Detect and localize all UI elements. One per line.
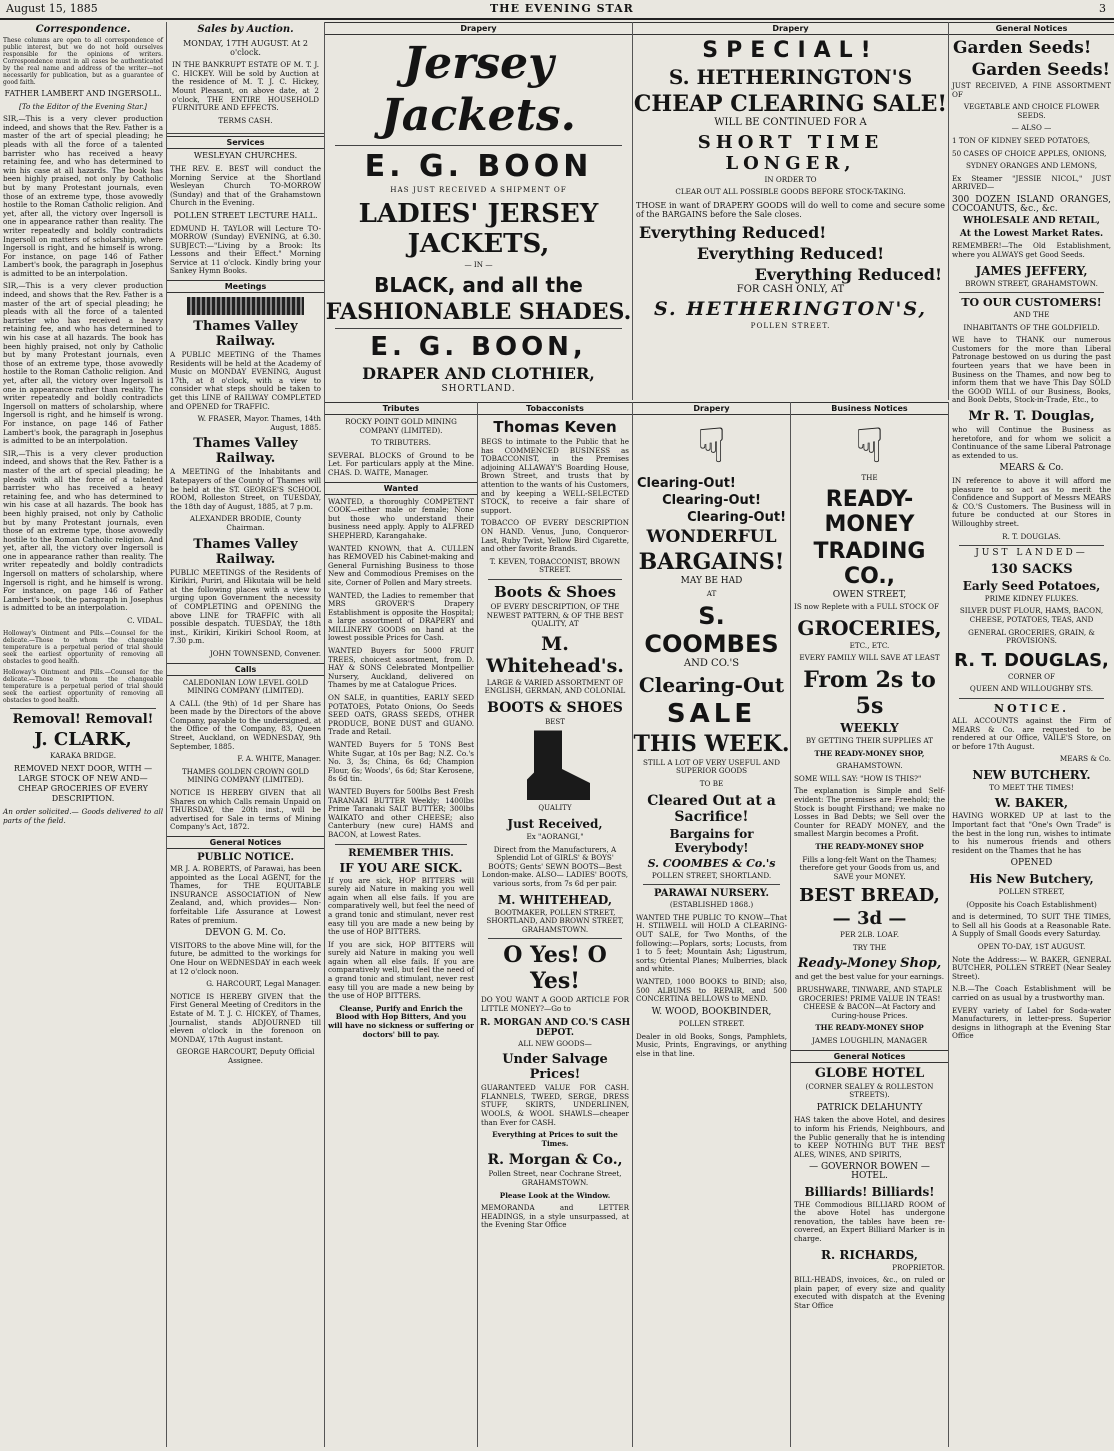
column-general-notices bbox=[949, 22, 1114, 1447]
pollen-street: POLLEN STREET. bbox=[750, 321, 831, 331]
opened: OPENED bbox=[1010, 858, 1053, 869]
baker-note: Note the Address:— W. BAKER, GENERAL BUTCHER, POLLEN STREET (Near Sealey Street). bbox=[952, 954, 1111, 981]
ready-money: READY-MONEY bbox=[824, 486, 915, 537]
services-heading: Services bbox=[167, 136, 324, 149]
creditors-notice: NOTICE IS HEREBY GIVEN that the First General Meeting of Creditors in the Estate of M. T. J. C. HICKEY, of Thames, Journalist, stands ADJOURNED till eleven o'clock in the forenoon on MONDAY, 17th August instant. bbox=[170, 991, 321, 1044]
railway2-title: Thames Valley Railway. bbox=[193, 436, 298, 467]
short-time: SHORT TIME LONGER, bbox=[697, 131, 884, 174]
whitehead-name: M. Whitehead's. bbox=[486, 632, 624, 677]
wesleyan-body: THE REV. E. BEST will conduct the Morning Service at the Shortland Wesleyan Church TO-MORROW (Sunday) and that of the Grahamstown Church in the Evening. bbox=[170, 163, 321, 208]
calls-body: A CALL (the 9th) of 1d per Share has been made by the Directors of the above Company, payable to the undersigned, at the Office of the Company, 83, Queen Street, Auckland, on WEDNESDAY, 9th September, 1885. bbox=[170, 698, 321, 751]
m-whitehead: M. WHITEHEAD, bbox=[497, 892, 613, 907]
to-customers: TO OUR CUSTOMERS! bbox=[961, 296, 1102, 310]
weekly-label: WEEKLY bbox=[840, 720, 899, 735]
devon-sign: G. HARCOURT, Legal Manager. bbox=[206, 979, 321, 989]
billheads: BILL-HEADS, invoices, &c., on ruled or plain paper, of every size and quality executed with dispatch at the Evening Star Office bbox=[794, 1275, 945, 1310]
letter-to: [To the Editor of the Evening Star.] bbox=[19, 101, 147, 111]
golden-crown-body: NOTICE IS HEREBY GIVEN that all Shares on which Calls remain Unpaid on THURSDAY, the 20th inst., will be advertised for Sale in terms of Mining Company's Act, 1872. bbox=[170, 788, 321, 832]
new-butchery: NEW BUTCHERY. bbox=[972, 767, 1091, 782]
richards: R. RICHARDS, bbox=[821, 1247, 918, 1262]
letter-signature: C. VIDAL. bbox=[127, 616, 163, 626]
removal-heading: Removal! Removal! bbox=[12, 711, 154, 727]
clearing-3: Clearing-Out! bbox=[687, 510, 786, 525]
jersey-headline: Jersey Jackets. bbox=[380, 38, 576, 141]
column-auctions bbox=[167, 22, 325, 1447]
rm-shop: Ready-Money Shop, bbox=[797, 956, 942, 972]
best-value: and get the best value for your earnings. bbox=[795, 972, 944, 982]
clark-foot: An order solicited.— Goods delivered to all parts of the field. bbox=[3, 807, 163, 825]
best-bread: BEST BREAD, bbox=[799, 885, 940, 907]
notice-heading: NOTICE. bbox=[994, 701, 1069, 715]
railway2-sign: ALEXANDER BRODIE, County Chairman. bbox=[189, 514, 302, 532]
letter-body-cont: SIR,—This is a very clever production indeed, and shows that the Rev. Father is a master of the art of special pleading; he pleads with all the force of a talented barrister who has received a heavy retaining fee, and who has determined to win his case at all hazards. The book has been highly praised, not only by Catholic but by many Protestant journals, even those of an extreme type, those avowedly hostile to the Roman Catholic religion. And yet, after all, the victory over Ingersoll is one in appearance rather than reality. The writer repeatedly and boldly contradicts Ingersoll on matters of scholarship, where Ingersoll is right, and he himself is wrong. For instance, on page 146 of Father Lambert's book, the paragraph in Josephus is admitted to be an interpolation. bbox=[3, 281, 163, 446]
morgan-address: Pollen Street, near Cochrane Street, GRAHAMSTOWN. bbox=[488, 1169, 622, 1187]
reduced-2: Everything Reduced! bbox=[696, 243, 885, 263]
etc-label: ETC., ETC. bbox=[849, 640, 890, 650]
new-goods: ALL NEW GOODS— bbox=[518, 1038, 592, 1048]
may-be-had: MAY BE HAD bbox=[680, 576, 743, 586]
just-received: Just Received, bbox=[507, 817, 603, 832]
garden-seeds-1: Garden Seeds! bbox=[953, 38, 1092, 58]
bootmaker-address: BOOTMAKER, POLLEN STREET, SHORTLAND, AND BROWN STREET, GRAHAMSTOWN. bbox=[486, 907, 624, 934]
under-salvage: Under Salvage Prices! bbox=[502, 1052, 608, 1083]
pollen-hall-body: EDMUND H. TAYLOR will Lecture TO-MORROW (Sunday) EVENING, at 6.30. SUBJECT:—"Living by a Brook: Its Lessons and their Effect." Morning Service at 11 o'clock. Kindly bring your Sankey Hymn Books. bbox=[170, 223, 321, 276]
calls-title: CALEDONIAN LOW LEVEL GOLD MINING COMPANY (LIMITED). bbox=[182, 677, 309, 696]
shop-label: THE READY-MONEY SHOP, bbox=[814, 748, 925, 758]
clearing-sale: CHEAP CLEARING SALE! bbox=[633, 91, 948, 117]
wanted-cullen: WANTED KNOWN, that A. CULLEN has REMOVED his Cabinet-making and General Furnishing Business to those New and Commodious Premises on the site, Corner of Pollen and Mary streets. bbox=[328, 543, 474, 587]
wood-foot: Dealer in old Books, Songs, Pamphlets, Music, Prints, Engravings, or anything else in that line. bbox=[636, 1031, 787, 1059]
hop-bitters-body: If you are sick, HOP BITTERS will surely aid Nature in making you well again when all else fails. If you are comparatively well, but feel the need of a grand tonic and stimulant, never rest easy till you are made a new being by the use of HOP BITTERS. bbox=[328, 875, 474, 937]
fifty-cases: 50 CASES OF CHOICE APPLES, ONIONS, bbox=[952, 148, 1107, 158]
everything-prices: Everything at Prices to suit the Times. bbox=[492, 1130, 618, 1148]
column-correspondence bbox=[0, 22, 167, 1447]
hetherington-sign: S. HETHERINGTON'S, bbox=[653, 298, 928, 321]
clearing-out: Clearing-Out bbox=[638, 672, 785, 697]
trading-co: TRADING CO., bbox=[813, 538, 926, 589]
railway3-body: PUBLIC MEETINGS of the Residents of Kirikiri, Puriri, and Hikutaia will be held at the following places with a view to urging upon Government the necessity of COMPLETING and OPENING the above LINE for TRAFFIC with all possible despatch. TUESDAY, the 18th inst., Kirikiri, Kirikiri School Room, at 7.30 p.m. bbox=[170, 567, 321, 646]
wanted-cook: WANTED, a thoroughly COMPETENT COOK—either male or female; None but those who understand their business need apply. Apply to ALFRED SHEPHERD, Karangahake. bbox=[328, 496, 474, 540]
memoranda: MEMORANDA and LETTER HEADINGS, in a style unsurpassed, at the Evening Star Office bbox=[481, 1203, 629, 1230]
some-say: SOME WILL SAY: "HOW IS THIS?" bbox=[794, 773, 922, 783]
look-window: Please Look at the Window. bbox=[499, 1190, 611, 1200]
boots-heading: Boots & Shoes bbox=[494, 582, 616, 601]
general-groceries: GENERAL GROCERIES, GRAIN, & PROVISIONS. bbox=[968, 627, 1095, 646]
this-week: THIS WEEK. bbox=[633, 730, 790, 757]
queen-street: QUEEN AND WILLOUGHBY STS. bbox=[969, 684, 1094, 694]
hop-bitters-foot: Cleanse, Purify and Enrich the Blood with Hop Bitters, And you will have no sickness or suffering or doctors' bill to pay. bbox=[328, 1003, 474, 1039]
general-heading-2: General Notices bbox=[791, 1050, 948, 1063]
black-label: BLACK, and all the bbox=[374, 273, 583, 298]
keven-stock: TOBACCO OF EVERY DESCRIPTION ON HAND. Venus, Juno, Conqueror-Last, Ruby Twist, Yellow Bird Cigarette, and other favorite Brands. bbox=[481, 518, 629, 554]
masthead bbox=[0, 0, 1114, 20]
wonderful: WONDERFUL bbox=[646, 527, 777, 547]
rt-douglas: R. T. DOUGLAS, bbox=[954, 649, 1109, 671]
owen-street: OWEN STREET, bbox=[832, 589, 907, 600]
oyes-heading: O Yes! O Yes! bbox=[503, 942, 607, 995]
mears-sign: MEARS & Co. bbox=[999, 463, 1064, 474]
correspondence-notice: These columns are open to all correspondence of public interest, but we do not hold ourselves responsible for the opinions of writers. Correspondence must in all cases be authenticated by the real name and address of the writer—not necessarily for publication, but as a guarantee of good faith. bbox=[3, 37, 163, 86]
public-notice-title: PUBLIC NOTICE. bbox=[197, 852, 294, 863]
grahamstown-label: GRAHAMSTOWN. bbox=[836, 761, 903, 771]
wholesale: WHOLESALE AND RETAIL, bbox=[963, 216, 1100, 227]
general-heading: General Notices bbox=[167, 836, 324, 849]
clear-label: CLEAR OUT ALL POSSIBLE GOODS BEFORE STOCK-TAKING. bbox=[675, 187, 906, 197]
kidney-flukes: PRIME KIDNEY FLUKES. bbox=[984, 593, 1079, 603]
reduced-3: Everything Reduced! bbox=[754, 264, 942, 284]
clark-body: REMOVED NEXT DOOR, WITH —LARGE STOCK OF NEW AND— CHEAP GROCERIES OF EVERY DESCRIPTION. bbox=[13, 764, 153, 804]
column-tobacconists-boots bbox=[478, 402, 633, 1447]
boots-sub: OF EVERY DESCRIPTION, OF THE NEWEST PATTERN, & OF THE BEST QUALITY, AT bbox=[486, 601, 624, 629]
holloway-notice-cont: Holloway's Ointment and Pills.—Counsel for the delicate.—Those to whom the changeable temperature is a perpetual period of trial should seek the earliest opportunity of removing all obstacles to good health. bbox=[3, 668, 163, 704]
still-label: STILL A LOT OF VERY USEFUL AND SUPERIOR GOODS bbox=[642, 757, 780, 776]
holloway-notice: Holloway's Ointment and Pills.—Counsel for the delicate.—Those to whom the changeable temperature is a perpetual period of trial should seek the earliest opportunity of removing all obstacles to good health. bbox=[3, 629, 163, 665]
in-label: — IN — bbox=[464, 259, 493, 269]
hetherington-name: S. HETHERINGTON'S bbox=[668, 65, 913, 89]
golden-crown-title: THAMES GOLDEN CROWN GOLD MINING COMPANY (LIMITED). bbox=[182, 766, 309, 785]
kidney-potatoes: 1 TON OF KIDNEY SEED POTATOES, bbox=[952, 135, 1091, 145]
and-the: AND THE bbox=[1013, 310, 1050, 320]
to-be: TO BE bbox=[699, 778, 724, 788]
island-oranges: 300 DOZEN ISLAND ORANGES, COCOANUTS, &c., &c. bbox=[952, 194, 1111, 214]
boot-illustration bbox=[520, 730, 590, 800]
order-label: IN ORDER TO bbox=[764, 174, 817, 184]
reduced-1: Everything Reduced! bbox=[639, 222, 827, 242]
oyes-body: DO YOU WANT A GOOD ARTICLE FOR LITTLE MONEY?—Go to bbox=[481, 995, 629, 1013]
brushware: BRUSHWARE, TINWARE, AND STAPLE GROCERIES! PRIME VALUE IN TEAS! CHEESE & BACON—At Factory and Curing-house Prices. bbox=[796, 985, 943, 1020]
creditors-sign: GEORGE HARCOURT, Deputy Official Assignee. bbox=[176, 1047, 315, 1065]
delahunty: PATRICK DELAHUNTY bbox=[816, 1102, 923, 1113]
best-label: BEST bbox=[545, 717, 565, 726]
boon-received: HAS JUST RECEIVED A SHIPMENT OF bbox=[390, 185, 567, 194]
remember-label: REMEMBER!—The Old Establishment, where you ALWAYS get Good Seeds. bbox=[952, 241, 1111, 259]
paper-title: THE EVENING STAR bbox=[490, 2, 634, 15]
at-label: AT bbox=[706, 588, 717, 598]
tributes-heading: Tributes bbox=[325, 402, 477, 415]
globe-corner: (CORNER SEALEY & ROLLESTON STREETS). bbox=[805, 1081, 934, 1100]
wanted-butter: WANTED Buyers for 500lbs Best Fresh TARANAKI BUTTER Weekly; 1400lbs Prime Taranaki SALT BUTTER; 300lbs WAIKATO and other CHEESE; also Canterbury (new cure) HAMS and BACON, at Lowest Rates. bbox=[328, 786, 474, 839]
douglas-name: Mr R. T. Douglas, bbox=[968, 409, 1095, 425]
from-label: From 2s to 5s bbox=[803, 666, 936, 719]
clearing-2: Clearing-Out! bbox=[662, 493, 761, 508]
baker-supply: and is determined, TO SUIT THE TIMES, to Sell all his Goods at a Reasonable Rate. A Supply of Small Goods every Saturday. bbox=[952, 912, 1111, 939]
railway-engraving bbox=[187, 297, 304, 315]
hetherington-advert bbox=[633, 22, 949, 400]
corner-of: CORNER OF bbox=[1008, 671, 1055, 681]
boon-advert bbox=[325, 22, 633, 400]
parawai-title: PARAWAI NURSERY. bbox=[654, 888, 769, 900]
garden-seeds-2: Garden Seeds! bbox=[971, 60, 1110, 80]
page-number: 3 bbox=[1099, 2, 1106, 15]
also-label: — ALSO — bbox=[1011, 123, 1052, 133]
governor-bowen: — GOVERNOR BOWEN — HOTEL. bbox=[809, 1162, 930, 1181]
sale-terms: TERMS CASH. bbox=[218, 115, 273, 125]
those-label: THOSE in want of DRAPERY GOODS will do well to come and secure some of the BARGAINS before the Sale closes. bbox=[636, 200, 945, 219]
business-heading: Business Notices bbox=[791, 402, 948, 415]
the-label: THE bbox=[861, 473, 878, 482]
sale-date: MONDAY, 17TH AUGUST. At 2 o'clock. bbox=[183, 39, 308, 57]
reference-body: IN reference to above it will afford me pleasure to so act as to merit the Confidence and Support of Messrs MEARS & CO.'S Customers. The Business will in future be conducted at our Stores in Willoughby street. bbox=[952, 476, 1111, 528]
tobacconists-heading: Tobacconists bbox=[478, 402, 632, 415]
fashionable-shades: FASHIONABLE SHADES. bbox=[325, 299, 632, 326]
bargains: BARGAINS! bbox=[638, 549, 785, 575]
drapery-heading-2: Drapery bbox=[633, 22, 948, 35]
rocky-point-body: SEVERAL BLOCKS of Ground to be Let. For particulars apply at the Mine. CHAS. D. WAITE, Manager. bbox=[328, 450, 474, 477]
loughlin: JAMES LOUGHLIN, MANAGER bbox=[811, 1036, 928, 1046]
silver-dust: SILVER DUST FLOUR, HAMS, BACON, CHEESE, POTATOES, TEAS, AND bbox=[959, 606, 1104, 624]
railway1-body: A PUBLIC MEETING of the Thames Residents will be held at the Academy of Music on MONDAY EVENING, August 17th, at 8 o'clock, with a view to consider what steps should be taken to get this LINE of RAILWAY COMPLETED and OPENED for TRAFFIC. bbox=[170, 350, 321, 411]
bargains-for: Bargains for Everybody! bbox=[669, 826, 754, 855]
cleared-out: Cleared Out at a Sacrifice! bbox=[647, 792, 776, 825]
baker-body: HAVING WORKED UP at last to the Important fact that "One's Own Trade" is the best in the long run, wishes to intimate to his numerous friends and others resident on the Thames that he has bbox=[952, 811, 1111, 855]
coombes-sign: S. COOMBES & Co.'s bbox=[647, 856, 776, 870]
explanation: The explanation is Simple and Self-evident: The premises are Freehold; the Stock is bought Firsthand; we make no Losses in Bad Debts; we Sell over the Counter for READY MONEY, and the smallest Margin becomes a Profit. bbox=[794, 786, 945, 839]
meetings-heading: Meetings bbox=[167, 280, 324, 293]
steamer-label: Ex Steamer "JESSIE NICOL," JUST ARRIVED— bbox=[952, 173, 1111, 192]
draper-label: DRAPER AND CLOTHIER, bbox=[362, 364, 595, 384]
column-business bbox=[791, 402, 949, 1447]
tributers-label: TO TRIBUTERS. bbox=[371, 438, 431, 448]
drapery-heading: Drapery bbox=[325, 22, 632, 35]
getting-label: BY GETTING THEIR SUPPLIES AT bbox=[805, 735, 934, 745]
parawai-body: WANTED THE PUBLIC TO KNOW—That H. STILWELL will HOLD A CLEARING-OUT SALE, for Two Months, of the following:—Poplars, sorts; Locusts, from 1 to 5 feet; Mountain Ash; Ligustrum, sorts; Oriental Planes; Mulberries, black and white. bbox=[636, 912, 787, 974]
lowest-rates: At the Lowest Market Rates. bbox=[959, 228, 1104, 239]
ready-shop: THE READY-MONEY SHOP bbox=[815, 841, 924, 851]
keven-name: Thomas Keven bbox=[493, 418, 617, 436]
section-heading: Correspondence. bbox=[35, 24, 131, 35]
drapery-heading-3: Drapery bbox=[633, 402, 790, 415]
sydney-oranges: SYDNEY ORANGES AND LEMONS, bbox=[965, 161, 1098, 171]
large-assortment: LARGE & VARIED ASSORTMENT OF ENGLISH, GERMAN, AND COLONIAL bbox=[484, 677, 626, 696]
sacks: 130 SACKS bbox=[990, 561, 1073, 577]
mears-sign-2: MEARS & Co. bbox=[1059, 754, 1111, 764]
groceries: GROCERIES, bbox=[797, 615, 942, 640]
replete-label: IS now Replete with a FULL STOCK OF bbox=[794, 602, 940, 612]
try-the: TRY THE bbox=[852, 942, 887, 952]
rtd-sign: R. T. DOUGLAS. bbox=[1002, 531, 1061, 541]
billiards: Billiards! Billiards! bbox=[804, 1184, 935, 1199]
boon-name-2: E. G. BOON, bbox=[370, 332, 587, 363]
keven-body: BEGS to intimate to the Public that he has COMMENCED BUSINESS as TOBACCONIST, in the Premises adjoining ALLAWAY'S Boarding House, Brown Street, and trusts that by attention to the wants of his Customers, and by keeping a WELL-SELECTED STOCK, to receive a fair share of support. bbox=[481, 437, 629, 515]
jeffery-name: JAMES JEFFERY, bbox=[975, 263, 1088, 278]
fills-label: Fills a long-felt Want on the Thames; therefore get your Goods from us, and SAVE your MONEY. bbox=[799, 854, 940, 881]
devon-body: VISITORS to the above Mine will, for the future, be admitted to the workings for One Hour on WEDNESDAY in each week at 12 o'clock noon. bbox=[170, 940, 321, 976]
inhabitants: INHABITANTS OF THE GOLDFIELD. bbox=[963, 322, 1100, 332]
received-body: Direct from the Manufacturers, A Splendid Lot of GIRLS' & BOYS' BOOTS; Gents' SEWN BOOTS—Best London-make. ALSO— LADIES' BOOTS, various sorts, from 7s 6d per pair. bbox=[481, 844, 629, 889]
cash-only: FOR CASH ONLY, AT bbox=[736, 283, 845, 295]
morgan-body: GUARANTEED VALUE FOR CASH. FLANNELS, TWEED, SERGE, DRESS STUFF, SKIRTS, UNDERLINEN, WOOLS, & WOOL SHAWLS—cheaper than Ever for CASH. bbox=[481, 1083, 629, 1127]
continued-label: WILL BE CONTINUED FOR A bbox=[714, 117, 867, 128]
label-printing: EVERY variety of Label for Soda-water Manufacturers, in letter-press. Superior designs in lithograph at the Evening Star Office bbox=[952, 1005, 1111, 1041]
seed-potatoes: Early Seed Potatoes, bbox=[962, 578, 1101, 593]
coombes-name: S. COOMBES bbox=[644, 602, 779, 659]
vegetable-seeds: VEGETABLE AND CHOICE FLOWER SEEDS. bbox=[963, 102, 1100, 120]
just-landed: JUST LANDED— bbox=[975, 548, 1088, 559]
letter-body-cont2: SIR,—This is a very clever production indeed, and shows that the Rev. Father is a master of the art of special pleading; he pleads with all the force of a talented barrister who has received a heavy retaining fee, and who has determined to win his case at all hazards. The book has been highly praised, not only by Catholic but by many Protestant journals, even those of an extreme type, those avowedly hostile to the Roman Catholic religion. And yet, after all, the victory over Ingersoll is one in appearance rather than reality. The writer repeatedly and boldly contradicts Ingersoll on matters of scholarship, where Ingersoll is right, and he himself is wrong. For instance, on page 146 of Father Lambert's book, the paragraph in Josephus is admitted to be an interpolation. bbox=[3, 448, 163, 613]
open-today: OPEN TO-DAY, 1ST AUGUST. bbox=[977, 942, 1086, 951]
clark-name: J. CLARK, bbox=[34, 728, 132, 750]
railway3-title: Thames Valley Railway. bbox=[193, 536, 298, 567]
wesleyan-title: WESLEYAN CHURCHES. bbox=[193, 151, 298, 161]
wanted-grover: WANTED, the Ladies to remember that MRS GROVER'S Drapery Establishment is opposite the Hospital; a large assortment of DRAPERY and MILLINERY GOODS on hand at the lowest possible Prices for Cash. bbox=[328, 590, 474, 643]
special-heading: SPECIAL! bbox=[702, 38, 879, 63]
billiards-body: THE Commodious BILLIARD ROOM of the above Hotel has undergone renovation, the tables have been re-covered, an Expert Billiard Marker is in charge. bbox=[794, 1199, 945, 1243]
baker-name: W. BAKER, bbox=[994, 796, 1069, 811]
letter-title: FATHER LAMBERT AND INGERSOLL. bbox=[4, 89, 162, 98]
general-heading-3: General Notices bbox=[949, 22, 1114, 35]
calls-sign: F. A. WHITE, Manager. bbox=[237, 754, 321, 764]
coombes-address: POLLEN STREET, SHORTLAND. bbox=[651, 870, 772, 880]
boon-name: E. G. BOON bbox=[364, 149, 593, 184]
calls-heading: Calls bbox=[167, 663, 324, 676]
column-tributes-wanted bbox=[325, 402, 478, 1447]
sale-body: IN THE BANKRUPT ESTATE OF M. T. J. C. HICKEY. Will be sold by Auction at the residence of M. T. J. C. Hickey, Mount Pleasant, on above date, at 2 o'clock, THE ENTIRE HOUSEHOLD FURNITURE AND EFFECTS. bbox=[172, 60, 319, 113]
coach-note: N.B.—The Coach Establishment will be carried on as usual by a trustworthy man. bbox=[952, 984, 1111, 1002]
railway2-body: A MEETING of the Inhabitants and Ratepayers of the County of Thames will be held at the ST. GEORGE'S SCHOOL ROOM, Rolleston Street, on TUESDAY, the 18th day of August, 1885, at 7 p.m. bbox=[170, 467, 321, 511]
pointing-hand-icon-2: ☟ bbox=[854, 418, 885, 474]
remember-heading: REMEMBER THIS. bbox=[348, 847, 454, 859]
per-loaf: PER 2LB. LOAF. bbox=[840, 930, 899, 940]
three-d: — 3d — bbox=[832, 908, 907, 930]
opposite: (Opposite his Coach Establishment) bbox=[966, 899, 1097, 909]
sale-label: SALE bbox=[666, 698, 757, 729]
quality-label: QUALITY bbox=[538, 804, 572, 813]
section-heading: Sales by Auction. bbox=[197, 24, 294, 35]
rocky-point-title: ROCKY POINT GOLD MINING COMPANY (LIMITED). bbox=[345, 417, 457, 435]
morgan-depot: R. MORGAN AND CO.'S CASH DEPOT. bbox=[479, 1017, 631, 1038]
wanted-sugar: WANTED Buyers for 5 TONS Best White Sugar, at 10s per Bag; N.Z. Co.'s No. 3, 3s; China, 6s 6d; Champion Flour, 6s; Woods', 6s 6d; Star Kerosene, 8s 6d tin. bbox=[328, 740, 474, 784]
column-coombes bbox=[633, 402, 791, 1447]
public-notice-body: MR J. A. ROBERTS, of Parawai, has been appointed as the Local AGENT, for the Thames, for THE EQUITABLE INSURANCE ASSOCIATION of New Zealand, and, which provides— Non-forfeitable Life Assurance at Lowest Rates of premium. bbox=[170, 864, 321, 925]
clark-address: KARAKA BRIDGE. bbox=[50, 750, 116, 760]
his-new-butchery: His New Butchery, bbox=[969, 872, 1094, 887]
globe-body: HAS taken the above Hotel, and desires to inform his Friends, Neighbours, and the Public generally that he is intending to KEEP NOTHING BUT THE BEST ALES, WINES, AND SPIRITS, bbox=[794, 1115, 945, 1159]
sick-heading: IF YOU ARE SICK. bbox=[339, 860, 463, 875]
divider bbox=[10, 708, 156, 709]
aorangi: Ex "AORANGI," bbox=[526, 832, 584, 842]
globe-hotel: GLOBE HOTEL bbox=[814, 1065, 925, 1081]
parawai-est: (ESTABLISHED 1868.) bbox=[669, 900, 754, 910]
pointing-hand-icon: ☟ bbox=[696, 418, 727, 474]
jeffery-address: BROWN STREET, GRAHAMSTOWN. bbox=[965, 278, 1098, 288]
rm-shop-2: THE READY-MONEY SHOP bbox=[815, 1023, 924, 1033]
railway3-sign: JOHN TOWNSEND, Convener. bbox=[209, 648, 321, 658]
railway1-title: Thames Valley Railway. bbox=[193, 319, 298, 350]
boots-shoes: BOOTS & SHOES bbox=[487, 699, 623, 716]
devon-title: DEVON G. M. Co. bbox=[205, 928, 286, 939]
meet-times: TO MEET THE TIMES! bbox=[989, 782, 1074, 792]
family-label: EVERY FAMILY WILL SAVE AT LEAST bbox=[799, 653, 940, 663]
thank-body: WE have to THANK our numerous Customers for the more than Liberal Patronage bestowed on us during the past fourteen years that we have been in Business on the Thames, and now beg to inform them that we have This Day SOLD the GOOD WILL of our Business, Books, and Book Debts, Stock-in-Trade, Etc., to bbox=[952, 335, 1111, 405]
keven-sign: T. KEVEN, TOBACCONIST, BROWN STREET. bbox=[489, 556, 621, 575]
wanted-books: WANTED, 1000 BOOKS to BIND; also, 500 ALBUMS to REPAIR, and 500 CONCERTINA BELLOWS to MEND. bbox=[636, 976, 787, 1004]
baker-address: POLLEN STREET, bbox=[998, 887, 1065, 897]
notice-body: ALL ACCOUNTS against the Firm of MEARS & Co. are requested to be rendered at our Office, VAILE'S Store, on or before 17th August. bbox=[952, 715, 1111, 751]
proprietor: PROPRIETOR. bbox=[892, 1262, 945, 1272]
wanted-heading: Wanted bbox=[325, 482, 477, 495]
douglas-body: who will Continue the Business as heretofore, and for whom we solicit a Continuance of the same Liberal Patronage as extended to us. bbox=[952, 425, 1111, 460]
and-co: AND CO.'S bbox=[683, 658, 740, 670]
clearing-1: Clearing-Out! bbox=[637, 476, 736, 491]
wood-name: W. WOOD, BOOKBINDER, bbox=[651, 1006, 772, 1017]
issue-date: August 15, 1885 bbox=[6, 2, 98, 15]
wanted-fruit-trees: WANTED Buyers for 5000 FRUIT TREES, choicest assortment, from D. HAY & SONS Celebrated Montpellier Nursery, Auckland, delivered on Thames by me at Catalogue Prices. bbox=[328, 646, 474, 690]
railway1-sign: W. FRASER, Mayor. Thames, 14th August, 1885. bbox=[197, 414, 321, 432]
pollen-hall-title: POLLEN STREET LECTURE HALL. bbox=[173, 210, 318, 220]
shortland-label: SHORTLAND. bbox=[441, 384, 516, 395]
morgan-sign: R. Morgan & Co., bbox=[487, 1152, 623, 1169]
received-label: JUST RECEIVED, A FINE ASSORTMENT OF bbox=[952, 81, 1111, 99]
ladies-jackets: LADIES' JERSEY JACKETS, bbox=[358, 198, 599, 259]
hop-bitters-body-cont: If you are sick, HOP BITTERS will surely aid Nature in making you well again when all else fails. If you are comparatively well, but feel the need of a grand tonic and stimulant, never rest easy till you are made a new being by the use of HOP BITTERS. bbox=[328, 939, 474, 1001]
on-sale-potatoes: ON SALE, in quantities, EARLY SEED POTATOES, Potato Onions, Oo Seeds SEED OATS, GRASS SEEDS, OTHER PRODUCE, BONE DUST and GUANO. Trade and Retail. bbox=[328, 693, 474, 737]
wood-address: POLLEN STREET. bbox=[678, 1019, 745, 1029]
letter-body: SIR,—This is a very clever production indeed, and shows that the Rev. Father is a master of the art of special pleading; he pleads with all the force of a talented barrister who has received a heavy retaining fee, and who has determined to win his case at all hazards. The book has been highly praised, not only by Catholic but by many Protestant journals, even those of an extreme type, those avowedly hostile to the Roman Catholic religion. And yet, after all, the victory over Ingersoll is one in appearance rather than reality. The writer repeatedly and boldly contradicts Ingersoll on matters of scholarship, where Ingersoll is right, and he himself is wrong. For instance, on page 146 of Father Lambert's book, the paragraph in Josephus is admitted to be an interpolation. bbox=[3, 114, 163, 278]
